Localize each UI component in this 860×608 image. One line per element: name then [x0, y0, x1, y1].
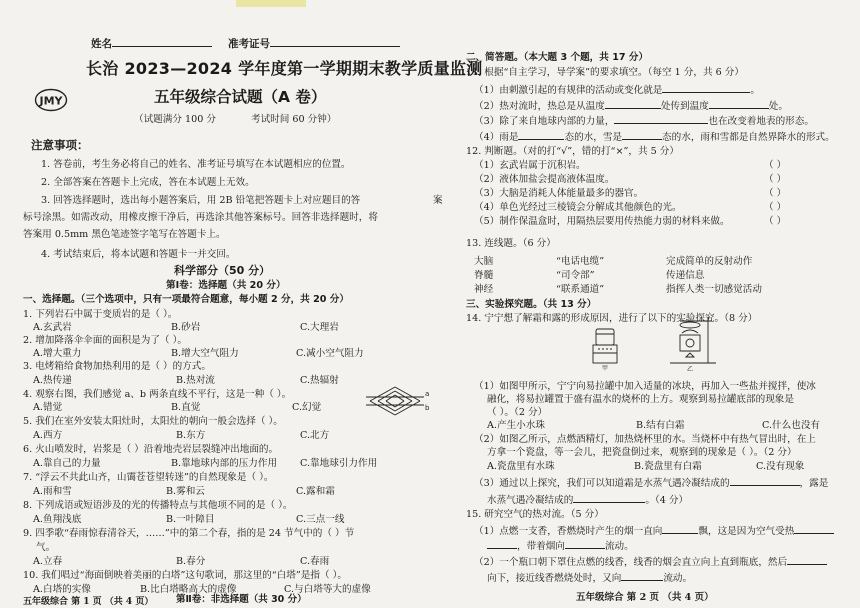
question-6: 6. 火山喷发时，岩浆是（ ）沿着地壳岩层裂缝冲出地面的。 — [23, 444, 279, 455]
exam-subtitle: 五年级综合试题（A 卷） — [154, 88, 327, 106]
q4-option-c[interactable]: C.幻觉 — [292, 402, 322, 413]
exam-no-field[interactable] — [228, 37, 400, 50]
q14-2-option-b[interactable]: B.瓷盘里有白霜 — [634, 461, 702, 472]
q14-1-option-b[interactable]: B.结有白霜 — [636, 420, 685, 431]
question-11: 11. 根据“自主学习，导学案”的要求填空。（每空 1 分，共 6 分） — [466, 67, 744, 78]
q6-option-a[interactable]: A.靠自己的力量 — [33, 458, 101, 469]
exam-title: 长治 2023—2024 学年度第一学期期末教学质量监测 — [86, 59, 483, 78]
q12-answer-4[interactable]: （ ） — [764, 202, 787, 213]
q5-option-c[interactable]: C.北方 — [300, 430, 330, 441]
figure-yi-label: 乙 — [686, 366, 694, 373]
parallel-lines-illusion-figure — [358, 383, 430, 419]
section-1-heading: 一、选择题。（三个选项中，只有一项最符合题意，每小题 2 分，共 20 分） — [23, 294, 349, 305]
q7-option-c[interactable]: C.露和霜 — [296, 486, 335, 497]
question-5: 5. 我们在室外安装太阳灶时，太阳灶的朝向一般会选择（ ）。 — [23, 416, 283, 427]
matching-table — [474, 253, 804, 295]
matching-row — [474, 267, 804, 281]
question-9: 9. 四季歌“春雨惊春清谷天，……”中的第二个春，指的是 24 节气中的（ ）节 — [23, 528, 355, 539]
note-1: 1. 答卷前，考生务必将自己的姓名、准考证号填写在本试题相应的位置。 — [41, 159, 351, 170]
match-right-3[interactable]: 指挥人类一切感觉活动 — [666, 284, 762, 295]
q3-option-a[interactable]: A.热传递 — [33, 375, 72, 386]
note-3a-end: 案 — [433, 195, 443, 206]
q14-1-line-c: （ ）。（2 分） — [487, 407, 548, 418]
q12-answer-5[interactable]: （ ） — [764, 216, 787, 227]
notes-heading: 注意事项： — [31, 138, 89, 152]
q9-option-c[interactable]: C.春雨 — [300, 556, 330, 567]
question-10: 10. 我们唱过“海面倒映着美丽的白塔”这句歌词，那这里的“白塔”是指（ ）。 — [23, 570, 347, 581]
q12-answer-3[interactable]: （ ） — [764, 188, 787, 199]
q12-item-3: （3）大脑是消耗人体能量最多的器官。 — [474, 188, 644, 199]
exam-no-label: 准考证号 — [228, 38, 270, 50]
question-7: 7. “浮云不共此山齐，山霭苍苍望转迷”的自然现象是（ ）。 — [23, 472, 274, 483]
section-3-heading: 三、实验探究题。（共 13 分） — [466, 299, 597, 310]
exam-time: 考试时间 60 分钟） — [251, 114, 337, 125]
q8-option-a[interactable]: A.鱼翔浅底 — [33, 514, 82, 525]
page-1-footer: 五年级综合 第 1 页 （共 4 页） — [23, 597, 154, 607]
question-2: 2. 增加降落伞伞面的面积是为了（ ）。 — [23, 335, 187, 346]
volume-1-title: 第Ⅰ卷：选择题（共 20 分） — [166, 280, 286, 291]
name-label: 姓名 — [91, 38, 112, 50]
q4-option-a[interactable]: A.错觉 — [33, 402, 63, 413]
q11-item-3: （3）除了来自地球内部的力量， 也在改变着地表的形态。 — [474, 116, 814, 127]
question-13: 13. 连线题。（6 分） — [466, 238, 556, 249]
q14-3-line-b: 水蒸气遇冷凝结成的 。（4 分） — [487, 495, 689, 506]
logo-text: JMY — [39, 94, 63, 108]
q12-item-1: （1）玄武岩属于沉积岩。 — [474, 160, 586, 171]
q12-item-5: （5）制作保温盒时，用隔热层要用传热能力弱的材料来做。 — [474, 216, 730, 227]
q1-option-b[interactable]: B.砂岩 — [171, 322, 201, 333]
q14-2-line-a: （2）如图乙所示，点燃酒精灯，加热烧杯里的水。当烧杯中有热气冒出时，在上 — [474, 434, 816, 445]
q6-option-b[interactable]: B.靠地球内部的压力作用 — [171, 458, 278, 469]
figure-jia-label: 甲 — [601, 365, 609, 371]
note-4: 4. 考试结束后，将本试题和答题卡一并交回。 — [41, 249, 236, 260]
match-mid-2[interactable]: “司令部” — [556, 270, 595, 281]
question-14: 14. 宁宁想了解霜和露的形成原因，进行了以下的实验探究。（8 分） — [466, 313, 758, 324]
q10-option-b[interactable]: B.比白塔略高大的虚像 — [140, 584, 237, 595]
question-1: 1. 下列岩石中属于变质岩的是（ ）。 — [23, 309, 178, 320]
name-field[interactable] — [91, 37, 212, 50]
question-9-cont: 气。 — [36, 542, 56, 553]
note-2: 2. 全部答案在答题卡上完成，答在本试题上无效。 — [41, 177, 255, 188]
q15-1-line-a: （1）点燃一支香，香燃烧时产生的烟一直向 飘，这是因为空气受热 — [474, 524, 834, 538]
q8-option-c[interactable]: C.三点一线 — [296, 514, 345, 525]
science-part-title: 科学部分（50 分） — [174, 264, 271, 277]
q10-option-a[interactable]: A.白塔的实像 — [33, 584, 91, 595]
page-2-footer: 五年级综合 第 2 页 （共 4 页） — [576, 592, 714, 603]
note-3a: 3. 回答选择题时，选出每小题答案后，用 2B 铅笔把答题卡上对应题目的答 — [41, 195, 361, 206]
question-12: 12. 判断题。（对的打“√”，错的打“×”，共 5 分） — [466, 146, 679, 157]
q14-1-option-a[interactable]: A.产生小水珠 — [487, 420, 545, 431]
label-b: b — [425, 404, 430, 412]
q12-item-4: （4）单色光经过三棱镜会分解成其他颜色的光。 — [474, 202, 682, 213]
match-right-1[interactable]: 完成简单的反射动作 — [666, 256, 753, 267]
q3-option-b[interactable]: B.热对流 — [176, 375, 215, 386]
volume-2-title: 第Ⅱ卷：非选择题（共 30 分） — [176, 594, 307, 605]
match-left-3[interactable]: 神经 — [474, 284, 494, 295]
q5-option-b[interactable]: B.东方 — [176, 430, 206, 441]
q9-option-b[interactable]: B.春分 — [176, 556, 206, 567]
q2-option-c[interactable]: C.减小空气阻力 — [296, 348, 364, 359]
label-a: a — [425, 390, 430, 398]
match-mid-1[interactable]: “电话电缆” — [556, 256, 605, 267]
full-score: （试题满分 100 分 — [134, 114, 216, 125]
q7-option-b[interactable]: B.雾和云 — [166, 486, 205, 497]
q14-1-line-b: 融化，将易拉罐置于盛有温水的烧杯的上方。观察到易拉罐底部的现象是 — [487, 394, 794, 405]
q12-answer-2[interactable]: （ ） — [764, 174, 787, 185]
question-4: 4. 观察右图，我们感觉 a、b 两条直线不平行，这是一种（ ）。 — [23, 389, 292, 400]
match-left-1[interactable]: 大脑 — [474, 256, 494, 267]
q14-1-line-a: （1）如图甲所示，宁宁向易拉罐中加入适量的冰块，再加入一些盐并搅拌，使冰 — [474, 381, 816, 392]
experiment-yi-figure — [660, 313, 720, 373]
experiment-jia-figure — [580, 325, 630, 371]
match-mid-3[interactable]: “联系通道” — [556, 284, 605, 295]
q1-option-a[interactable]: A.玄武岩 — [33, 322, 72, 333]
match-right-2[interactable]: 传递信息 — [666, 270, 705, 281]
q3-option-c[interactable]: C.热辐射 — [300, 375, 339, 386]
question-8: 8. 下列成语或短语涉及的光的传播特点与其他项不同的是（ ）。 — [23, 500, 293, 511]
q2-option-b[interactable]: B.增大空气阻力 — [171, 348, 239, 359]
matching-row — [474, 253, 804, 267]
jmy-logo — [34, 88, 68, 112]
matching-row — [474, 281, 804, 295]
question-3: 3. 电烤箱给食物加热利用的是（ ）的方式。 — [23, 361, 211, 372]
q14-3-line-a: （3）通过以上探究，我们可以知道霜是水蒸气遇冷凝结成的 ，露是 — [474, 478, 829, 489]
q15-1-line-b: ，带着烟向 流动。 — [487, 539, 634, 553]
q4-option-b[interactable]: B.直觉 — [171, 402, 201, 413]
match-left-2[interactable]: 脊髓 — [474, 270, 494, 281]
question-15: 15. 研究空气的热对流。（5 分） — [466, 509, 604, 520]
q11-item-1: （1）由刺激引起的有规律的活动或变化就是 。 — [474, 85, 760, 96]
q8-option-b[interactable]: B.一叶障目 — [166, 514, 215, 525]
q11-item-2: （2）热对流时，热总是从温度 处传到温度 处。 — [474, 101, 788, 112]
q6-option-c[interactable]: C.靠地球引力作用 — [300, 458, 378, 469]
note-3b: 标号涂黑。如需改动，用橡皮擦干净后，再选涂其他答案标号。回答非选择题时，将 — [23, 212, 378, 223]
q12-answer-1[interactable]: （ ） — [764, 160, 787, 171]
q14-2-option-a[interactable]: A.瓷盘里有水珠 — [487, 461, 555, 472]
q9-option-a[interactable]: A.立春 — [33, 556, 63, 567]
note-3c: 答案用 0.5mm 黑色笔迹签字笔写在答题卡上。 — [23, 229, 226, 240]
q5-option-a[interactable]: A.西方 — [33, 430, 63, 441]
q7-option-a[interactable]: A.雨和雪 — [33, 486, 72, 497]
q12-item-2: （2）液体加盐会提高液体温度。 — [474, 174, 615, 185]
q15-2-line-b: 向下，接近线香燃烧处时，又向 流动。 — [487, 573, 693, 584]
q11-item-4: （4）雨是 态的水，雪是 态的水，雨和雪都是自然界降水的形式。 — [474, 132, 835, 143]
q2-option-a[interactable]: A.增大重力 — [33, 348, 82, 359]
q10-option-c[interactable]: C.与白塔等大的虚像 — [284, 584, 371, 595]
q14-2-line-b: 方拿一个瓷盘，等一会儿，把瓷盘倒过来，观察到的现象是（ ）。（2 分） — [487, 447, 797, 458]
q14-1-option-c[interactable]: C.什么也没有 — [762, 420, 821, 431]
q1-option-c[interactable]: C.大理岩 — [300, 322, 339, 333]
q15-2-line-a: （2）一个瓶口朝下罩住点燃的线香，线香的烟会直立向上直到瓶底，然后 — [474, 555, 827, 569]
q14-2-option-c[interactable]: C.没有现象 — [756, 461, 805, 472]
section-2-heading: 二、简答题。（本大题 3 个题，共 17 分） — [466, 52, 649, 63]
